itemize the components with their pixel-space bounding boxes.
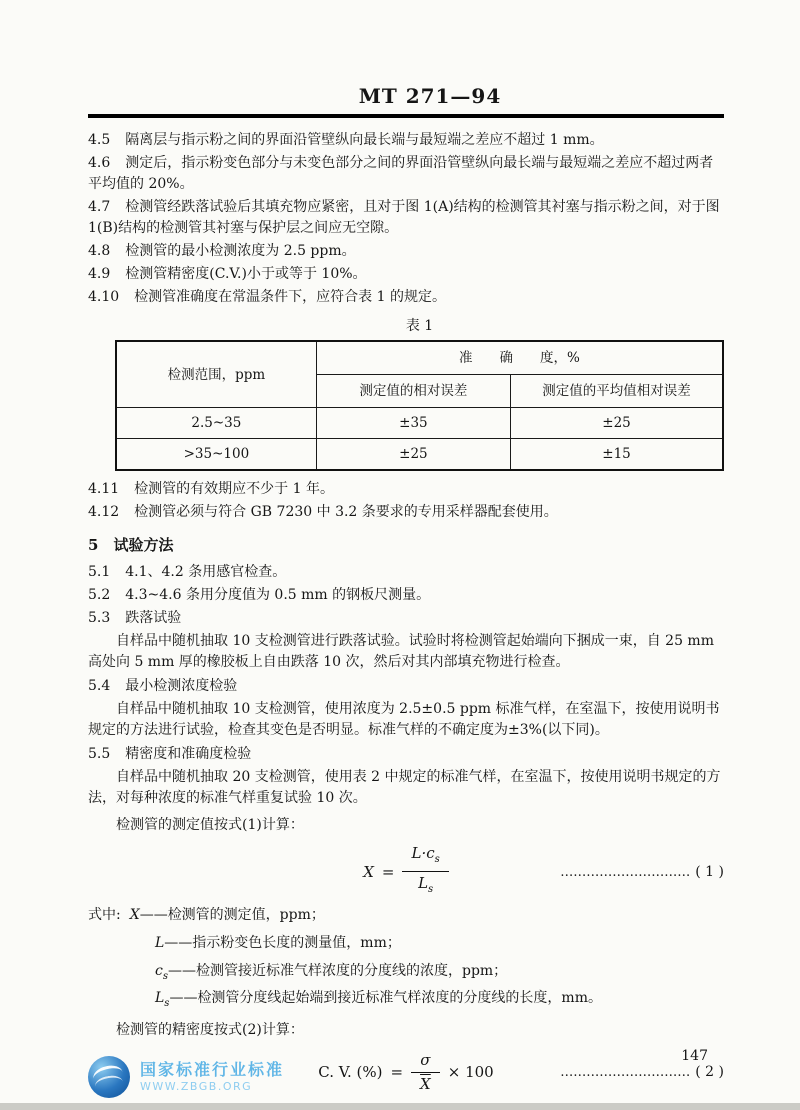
- paragraph-5-4: 自样品中随机抽取 10 支检测管，使用浓度为 2.5±0.5 ppm 标准气样，在室温下，按使用说明书规定的方法进行试验，检查其变色是否明显。标准气样的不确定度为±3%(以下同)。: [88, 701, 720, 738]
- equation-2-label: ( 2 ): [695, 1064, 724, 1081]
- col-header-mean-relative-error: 测定值的平均值相对误差: [511, 375, 723, 408]
- clause-text: 精密度和准确度检验: [125, 746, 252, 762]
- clause-number: 4.9: [88, 266, 111, 282]
- clause-text: 检测管必须与符合 GB 7230 中 3.2 条要求的专用采样器配套使用。: [134, 504, 558, 520]
- numerator-symbol: σ: [420, 1050, 431, 1069]
- variable-symbol: L: [155, 934, 165, 951]
- variable-description: ——检测管分度线起始端到接近标准气样浓度的分度线的长度，mm。: [169, 990, 602, 1007]
- clause-4-7: [88, 197, 724, 239]
- clause-text: 4.1、4.2 条用感官检查。: [125, 564, 287, 580]
- where-clause-item: [155, 961, 724, 987]
- clause-number: 4.11: [88, 481, 120, 497]
- cell-mean-relative-error: ±25: [511, 408, 723, 439]
- clause-5-1: [88, 562, 724, 583]
- table-1: [115, 340, 724, 471]
- clause-text: 4.3~4.6 条用分度值为 0.5 mm 的钢板尺测量。: [125, 587, 431, 603]
- clause-4-9: [88, 264, 724, 285]
- cell-range: >35~100: [116, 439, 316, 471]
- table-header-row-1: [116, 341, 723, 375]
- watermark: [88, 1056, 284, 1098]
- col-header-accuracy: 准 确 度，%: [316, 341, 723, 375]
- fraction-denominator: [402, 872, 448, 899]
- equals-sign: =: [381, 862, 395, 881]
- leader-dots: …………………………: [560, 1065, 691, 1081]
- variable-description: ——指示粉变色长度的测量值，mm；: [164, 934, 401, 951]
- clause-number: 5.2: [88, 587, 111, 603]
- watermark-text: [140, 1060, 284, 1094]
- clause-text: 检测管的最小检测浓度为 2.5 ppm。: [125, 243, 356, 259]
- clause-text: 检测管精密度(C.V.)小于或等于 10%。: [125, 266, 367, 282]
- variable-subscript: s: [162, 970, 168, 982]
- paragraph-5-5: 自样品中随机抽取 20 支检测管，使用表 2 中规定的标准气样，在室温下，按使用说明书规定的方法，对每种浓度的标准气样重复试验 10 次。: [88, 769, 721, 806]
- clause-text: 隔离层与指示粉之间的界面沿管壁纵向最长端与最短端之差应不超过 1 mm。: [125, 132, 604, 148]
- numerator-symbol: L·c: [411, 844, 435, 862]
- variable-symbol: c: [155, 962, 163, 979]
- where-clause-item: [155, 988, 724, 1014]
- clause-number: 5.5: [88, 746, 111, 762]
- section-5-heading: [88, 534, 724, 555]
- denominator-subscript: s: [428, 884, 434, 895]
- fraction-numerator: [411, 1051, 440, 1073]
- equation-1-body: [363, 844, 449, 899]
- clause-text: 跌落试验: [125, 610, 182, 626]
- fraction-numerator: [402, 844, 448, 872]
- clause-number: 4.7: [88, 199, 111, 215]
- clause-text: 测定后，指示粉变色部分与未变色部分之间的界面沿管壁纵向最长端与最短端之差应不超过两者平均值的 20%。: [88, 155, 714, 192]
- denominator-symbol: L: [418, 874, 429, 892]
- standard-number: MT 271—94: [358, 84, 502, 108]
- where-lead: 式中:: [88, 907, 121, 923]
- fraction: [411, 1051, 440, 1094]
- times-100: × 100: [447, 1063, 494, 1082]
- clause-5-5: [88, 744, 724, 765]
- cell-mean-relative-error: ±15: [511, 439, 723, 471]
- clause-number: 5.4: [88, 678, 111, 694]
- clause-4-12: [88, 502, 724, 523]
- where-clause-item: [155, 933, 724, 959]
- clause-number: 4.5: [88, 132, 111, 148]
- clause-number: 4.10: [88, 289, 120, 305]
- clause-4-11: [88, 479, 724, 500]
- cell-relative-error: ±25: [316, 439, 510, 471]
- equation-2-body: [318, 1051, 493, 1094]
- clause-4-5: [88, 130, 724, 151]
- variable-description: ——检测管的测定值，ppm；: [139, 907, 325, 923]
- col-header-relative-error: 测定值的相对误差: [316, 375, 510, 408]
- equation-lhs: X: [363, 862, 374, 881]
- header-rule: [88, 114, 724, 118]
- clause-text: 检测管经跌落试验后其填充物应紧密，且对于图 1(A)结构的检测管其衬塞与指示粉之间，对于图 1(B)结构的检测管其衬塞与保护层之间应无空隙。: [88, 199, 720, 236]
- denominator-symbol: X: [420, 1074, 431, 1093]
- equals-sign: =: [390, 1063, 404, 1082]
- section-number: 5: [88, 536, 99, 554]
- equation-1: [88, 844, 724, 899]
- watermark-line1: 国家标准行业标准: [140, 1060, 285, 1079]
- variable-symbol: X: [129, 907, 140, 923]
- variable-symbol: L: [155, 990, 165, 1007]
- zbgb-logo-icon: [88, 1056, 130, 1098]
- clause-4-8: [88, 241, 724, 262]
- leader-dots: …………………………: [560, 864, 691, 880]
- clause-5-2: [88, 585, 724, 606]
- equation-2-leader: [560, 1064, 724, 1080]
- clause-5-4: [88, 676, 724, 697]
- clause-text: 检测管的有效期应不少于 1 年。: [134, 481, 334, 497]
- table-row: [116, 439, 723, 471]
- col-header-range: 检测范围，ppm: [116, 341, 316, 408]
- scan-edge: [0, 1103, 800, 1110]
- equation-1-intro: 检测管的测定值按式(1)计算：: [116, 817, 304, 833]
- fraction-denominator: [411, 1073, 440, 1094]
- clause-5-3: [88, 608, 724, 629]
- paragraph-5-3: 自样品中随机抽取 10 支检测管进行跌落试验。试验时将检测管起始端向下捆成一束，自 25 mm 高处向 5 mm 厚的橡胶板上自由跌落 10 次，然后对其内部填充物进行检查。: [88, 633, 714, 670]
- clause-number: 4.8: [88, 243, 111, 259]
- variable-description: ——检测管接近标准气样浓度的分度线的浓度，ppm；: [167, 962, 508, 979]
- where-clause-lead: [88, 905, 724, 931]
- numerator-subscript: s: [434, 854, 440, 865]
- clause-number: 4.12: [88, 504, 120, 520]
- cell-relative-error: ±35: [316, 408, 510, 439]
- equation-lhs: C. V. (%): [318, 1063, 383, 1082]
- cell-range: 2.5~35: [116, 408, 316, 439]
- equation-2-intro: 检测管的精密度按式(2)计算：: [116, 1022, 304, 1039]
- clause-4-10: [88, 287, 724, 308]
- fraction: [402, 844, 448, 899]
- table-caption: 表 1: [405, 318, 434, 334]
- clause-number: 5.1: [88, 564, 111, 580]
- equation-1-label: ( 1 ): [695, 863, 724, 880]
- clause-number: 4.6: [88, 155, 111, 171]
- variable-subscript: s: [164, 998, 170, 1010]
- section-title: 试验方法: [113, 536, 174, 554]
- page-number: 147: [681, 1048, 708, 1064]
- clause-text: 最小检测浓度检验: [125, 678, 238, 694]
- table-row: [116, 408, 723, 439]
- clause-text: 检测管准确度在常温条件下，应符合表 1 的规定。: [134, 289, 446, 305]
- clause-4-6: [88, 153, 724, 195]
- watermark-line2: WWW.ZBGB.ORG: [140, 1080, 253, 1093]
- equation-1-leader: [560, 864, 724, 880]
- clause-number: 5.3: [88, 610, 111, 626]
